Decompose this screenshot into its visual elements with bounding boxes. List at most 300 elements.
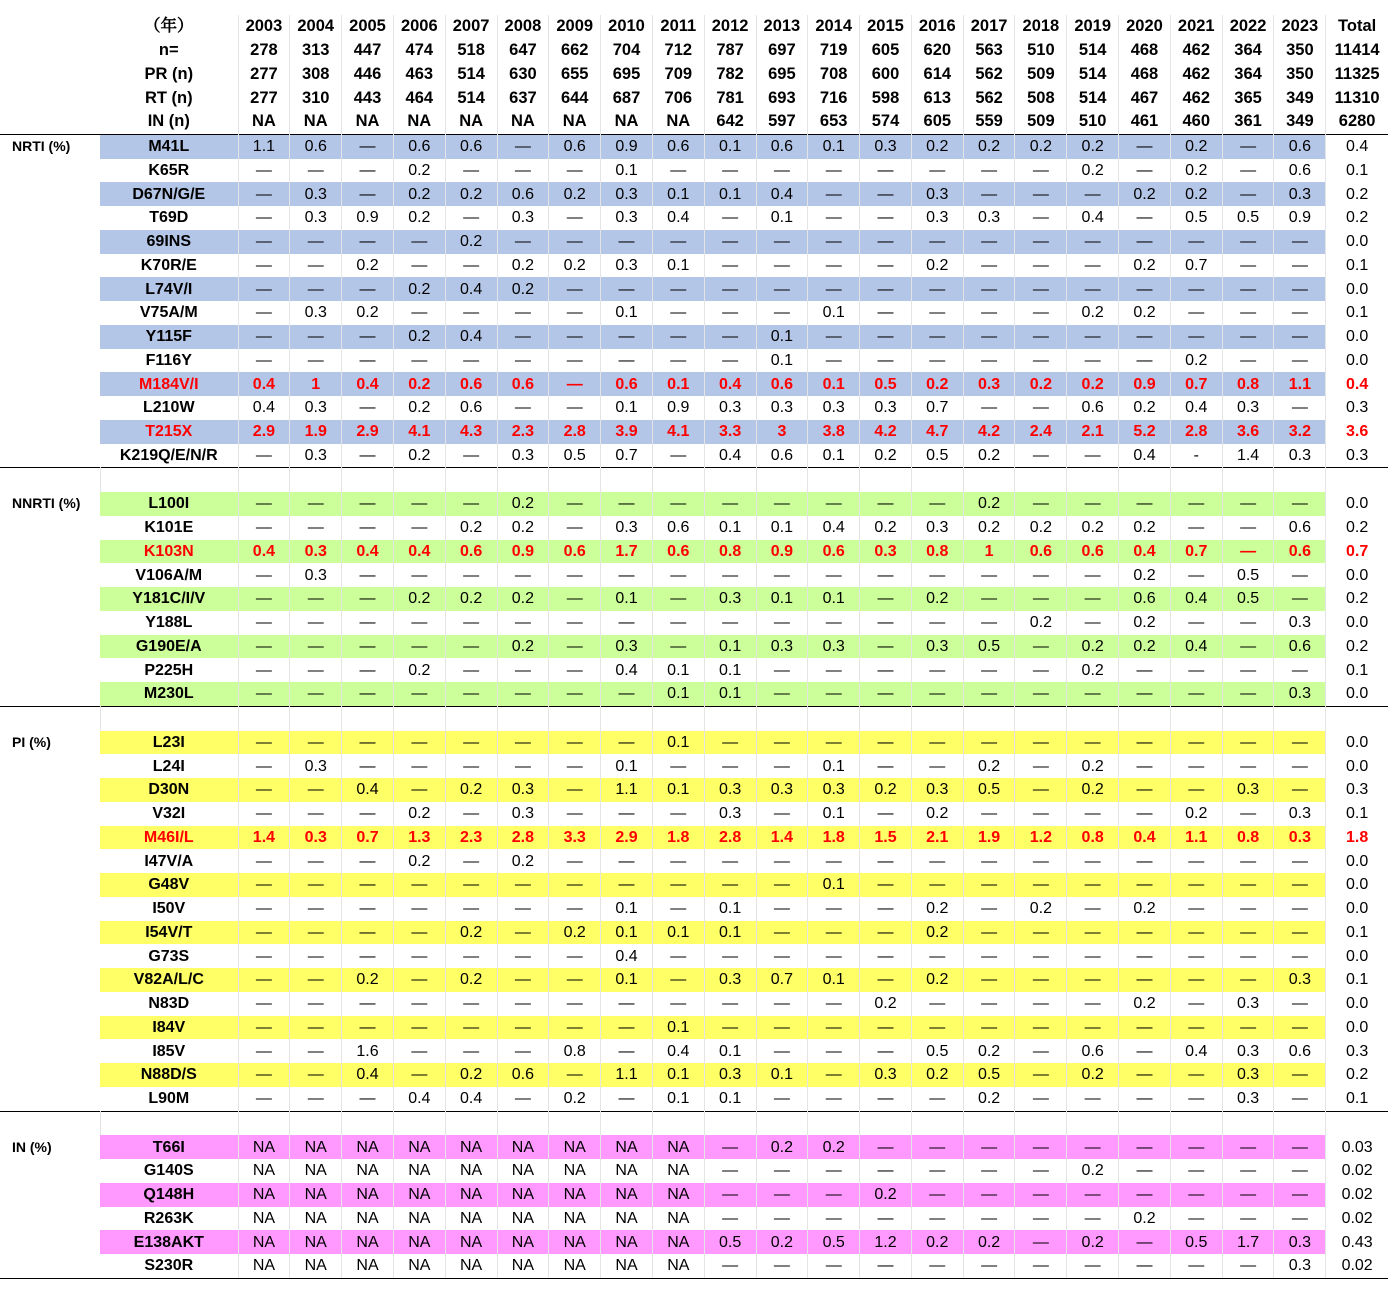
value-cell: —	[1274, 778, 1326, 802]
count-cell: 349	[1274, 110, 1326, 134]
value-cell: NA	[652, 1159, 704, 1183]
value-cell: —	[652, 897, 704, 921]
spacer-cell	[100, 706, 238, 730]
count-cell: 562	[963, 86, 1015, 110]
value-cell: 0.1	[652, 1016, 704, 1040]
value-cell: —	[963, 349, 1015, 373]
empty-cell	[0, 516, 100, 540]
value-cell: 2.3	[445, 826, 497, 850]
value-cell: —	[1015, 1183, 1067, 1207]
value-cell: 0.5	[963, 778, 1015, 802]
count-cell: 719	[808, 39, 860, 63]
value-cell: —	[238, 325, 290, 349]
spacer-cell	[445, 1111, 497, 1135]
value-cell: —	[911, 159, 963, 183]
value-cell: —	[1170, 230, 1222, 254]
empty-cell	[0, 658, 100, 682]
value-cell: 0.1	[652, 1087, 704, 1111]
value-cell: —	[290, 587, 342, 611]
value-cell: 0.8	[704, 540, 756, 564]
value-cell: —	[860, 944, 912, 968]
value-cell: NA	[445, 1135, 497, 1159]
value-cell: 0.5	[1170, 1230, 1222, 1254]
value-cell: NA	[393, 1183, 445, 1207]
value-cell: NA	[497, 1135, 549, 1159]
mutation-name: V32I	[100, 802, 238, 826]
value-cell: 4.1	[652, 420, 704, 444]
value-cell: —	[704, 849, 756, 873]
total-cell: 0.0	[1346, 852, 1369, 870]
value-cell: —	[549, 159, 601, 183]
value-cell: 0.3	[704, 778, 756, 802]
value-cell: 0.2	[1067, 754, 1119, 778]
spacer-cell	[1222, 1111, 1274, 1135]
value-cell: —	[808, 349, 860, 373]
value-cell: 0.1	[704, 897, 756, 921]
value-cell: —	[497, 159, 549, 183]
value-cell: —	[1067, 849, 1119, 873]
value-cell: 0.6	[1274, 635, 1326, 659]
value-cell: 0.3	[1222, 992, 1274, 1016]
mutation-row	[0, 849, 1388, 873]
value-cell: —	[860, 206, 912, 230]
value-cell: 1.9	[963, 826, 1015, 850]
value-cell: 0.2	[1067, 301, 1119, 325]
value-cell: 0.2	[1119, 182, 1171, 206]
empty-cell	[0, 826, 100, 850]
value-cell: —	[1015, 1016, 1067, 1040]
value-cell: —	[238, 968, 290, 992]
value-cell: —	[1274, 1207, 1326, 1231]
value-cell: —	[342, 731, 394, 755]
value-cell: —	[1170, 682, 1222, 706]
spacer-cell	[549, 1111, 601, 1135]
value-cell: 0.7	[1170, 372, 1222, 396]
value-cell: —	[1015, 731, 1067, 755]
value-cell: 0.3	[756, 778, 808, 802]
value-cell: 3.8	[808, 420, 860, 444]
value-cell: NA	[601, 1230, 653, 1254]
value-cell: 0.3	[963, 372, 1015, 396]
value-cell: NA	[652, 1230, 704, 1254]
value-cell: 2.3	[497, 420, 549, 444]
value-cell: 0.2	[342, 301, 394, 325]
value-cell: —	[1274, 658, 1326, 682]
value-cell: 0.1	[652, 372, 704, 396]
value-cell: —	[1015, 849, 1067, 873]
total-cell: 0.1	[1346, 661, 1369, 679]
value-cell: 0.2	[808, 1135, 860, 1159]
value-cell: NA	[393, 1230, 445, 1254]
value-cell: 0.2	[1170, 159, 1222, 183]
value-cell: —	[860, 849, 912, 873]
empty-cell	[0, 420, 100, 444]
value-cell: —	[1222, 921, 1274, 945]
value-cell: —	[756, 254, 808, 278]
value-cell: —	[1015, 563, 1067, 587]
value-cell: —	[1067, 897, 1119, 921]
value-cell: NA	[497, 1254, 549, 1278]
value-cell: —	[290, 325, 342, 349]
count-cell: 562	[963, 63, 1015, 87]
value-cell: —	[238, 658, 290, 682]
value-cell: 0.2	[1015, 897, 1067, 921]
value-cell: —	[497, 1087, 549, 1111]
value-cell: 0.2	[393, 396, 445, 420]
mutation-row	[0, 1063, 1388, 1087]
value-cell: —	[1119, 731, 1171, 755]
mutation-row	[0, 944, 1388, 968]
value-cell: —	[911, 849, 963, 873]
value-cell: —	[1170, 1063, 1222, 1087]
value-cell: —	[1274, 897, 1326, 921]
value-cell: —	[342, 992, 394, 1016]
count-cell: NA	[549, 110, 601, 134]
spacer-cell	[1170, 1111, 1222, 1135]
value-cell: 2.1	[1067, 420, 1119, 444]
value-cell: —	[963, 230, 1015, 254]
spacer-cell	[290, 706, 342, 730]
value-cell: —	[445, 635, 497, 659]
value-cell: —	[1015, 682, 1067, 706]
value-cell: —	[756, 944, 808, 968]
value-cell: —	[1274, 230, 1326, 254]
count-cell: 706	[652, 86, 704, 110]
value-cell: —	[1015, 349, 1067, 373]
total-cell: 0.0	[1346, 495, 1369, 513]
mutation-row	[0, 897, 1388, 921]
value-cell: 0.3	[808, 778, 860, 802]
value-cell: NA	[238, 1207, 290, 1231]
value-cell: —	[1015, 635, 1067, 659]
value-cell: —	[238, 873, 290, 897]
count-cell: 597	[756, 110, 808, 134]
value-cell: —	[1067, 921, 1119, 945]
value-cell: —	[652, 349, 704, 373]
mutation-row	[0, 1207, 1388, 1231]
total-cell: 0.1	[1346, 1090, 1369, 1108]
value-cell: —	[238, 254, 290, 278]
empty-cell	[0, 1207, 100, 1231]
count-cell: 630	[497, 63, 549, 87]
value-cell: —	[393, 968, 445, 992]
value-cell: —	[756, 658, 808, 682]
spacer-cell	[549, 706, 601, 730]
value-cell: —	[601, 611, 653, 635]
spacer-cell	[497, 468, 549, 492]
value-cell: 0.4	[652, 206, 704, 230]
value-cell: —	[860, 635, 912, 659]
value-cell: —	[1222, 944, 1274, 968]
value-cell: 0.8	[911, 540, 963, 564]
value-cell: —	[1015, 587, 1067, 611]
value-cell: 0.2	[497, 254, 549, 278]
count-cell: 509	[1015, 63, 1067, 87]
value-cell: 1.4	[756, 826, 808, 850]
value-cell: 0.1	[601, 159, 653, 183]
spacer-cell	[238, 468, 290, 492]
spacer-cell	[0, 1111, 100, 1135]
spacer-cell	[342, 1111, 394, 1135]
value-cell: —	[963, 587, 1015, 611]
value-cell: 1.7	[601, 540, 653, 564]
value-cell: 0.1	[808, 134, 860, 158]
value-cell: 0.3	[963, 206, 1015, 230]
value-cell: —	[1170, 563, 1222, 587]
value-cell: —	[1170, 1183, 1222, 1207]
total-cell: 0.3	[1346, 399, 1369, 417]
value-cell: —	[238, 587, 290, 611]
value-cell: —	[1170, 611, 1222, 635]
value-cell: —	[1170, 301, 1222, 325]
value-cell: 0.3	[1274, 444, 1326, 468]
value-cell: 0.2	[445, 587, 497, 611]
count-cell: 474	[393, 39, 445, 63]
value-cell: —	[963, 325, 1015, 349]
value-cell: 0.2	[1067, 658, 1119, 682]
value-cell: 0.3	[601, 206, 653, 230]
value-cell: —	[342, 921, 394, 945]
value-cell: —	[860, 254, 912, 278]
value-cell: —	[445, 254, 497, 278]
value-cell: 0.1	[704, 134, 756, 158]
value-cell: —	[808, 731, 860, 755]
empty-cell	[0, 754, 100, 778]
total-cell: 0.2	[1346, 185, 1369, 203]
value-cell: —	[808, 325, 860, 349]
mutation-row	[0, 492, 1388, 516]
value-cell: —	[445, 802, 497, 826]
value-cell: —	[393, 1039, 445, 1063]
value-cell: 3	[756, 420, 808, 444]
value-cell: 0.1	[704, 682, 756, 706]
empty-cell	[0, 1063, 100, 1087]
value-cell: 0.2	[911, 372, 963, 396]
value-cell: —	[704, 1183, 756, 1207]
value-cell: 3.3	[704, 420, 756, 444]
count-cell: 662	[549, 39, 601, 63]
value-cell: 0.4	[238, 540, 290, 564]
value-cell: —	[445, 159, 497, 183]
value-cell: —	[1274, 563, 1326, 587]
value-cell: —	[808, 1016, 860, 1040]
value-cell: —	[1170, 944, 1222, 968]
value-cell: —	[911, 492, 963, 516]
count-cell: 600	[860, 63, 912, 87]
mutation-name: P225H	[100, 658, 238, 682]
value-cell: 0.2	[393, 372, 445, 396]
value-cell: —	[342, 134, 394, 158]
value-cell: 0.4	[393, 1087, 445, 1111]
value-cell: 0.2	[756, 1230, 808, 1254]
value-cell: —	[860, 802, 912, 826]
value-cell: 0.1	[652, 921, 704, 945]
value-cell: —	[911, 944, 963, 968]
value-cell: —	[497, 396, 549, 420]
value-cell: —	[601, 1039, 653, 1063]
spacer-cell	[342, 468, 394, 492]
value-cell: —	[1119, 277, 1171, 301]
value-cell: 0.1	[808, 802, 860, 826]
value-cell: —	[1015, 206, 1067, 230]
value-cell: 0.7	[1170, 254, 1222, 278]
mutation-name: M230L	[100, 682, 238, 706]
value-cell: —	[1015, 1207, 1067, 1231]
value-cell: —	[911, 1254, 963, 1278]
value-cell: —	[1222, 182, 1274, 206]
value-cell: —	[342, 396, 394, 420]
total-cell: 0.0	[1346, 328, 1369, 346]
value-cell: 0.3	[601, 254, 653, 278]
count-cell: 277	[238, 86, 290, 110]
value-cell: —	[238, 1087, 290, 1111]
spacer-cell	[1326, 468, 1388, 492]
value-cell: -	[1170, 444, 1222, 468]
value-cell: —	[1222, 873, 1274, 897]
total-cell: 0.3	[1346, 781, 1369, 799]
year-header: 2010	[601, 15, 653, 39]
value-cell: —	[393, 731, 445, 755]
value-cell: —	[1119, 230, 1171, 254]
empty-cell	[0, 540, 100, 564]
value-cell: 0.1	[601, 897, 653, 921]
mutation-row	[0, 731, 1388, 755]
value-cell: —	[1067, 254, 1119, 278]
value-cell: 0.3	[756, 396, 808, 420]
value-cell: —	[601, 230, 653, 254]
value-cell: 0.5	[963, 1063, 1015, 1087]
value-cell: 0.4	[1119, 540, 1171, 564]
value-cell: 0.2	[445, 778, 497, 802]
value-cell: —	[290, 849, 342, 873]
empty-cell	[0, 968, 100, 992]
value-cell: —	[1015, 778, 1067, 802]
section-label: NRTI (%)	[0, 134, 100, 158]
value-cell: NA	[497, 1230, 549, 1254]
total-cell: 0.1	[1346, 304, 1369, 322]
value-cell: —	[704, 1207, 756, 1231]
value-cell: —	[1119, 1183, 1171, 1207]
mutation-row	[0, 754, 1388, 778]
value-cell: 0.3	[601, 635, 653, 659]
value-cell: —	[704, 277, 756, 301]
value-cell: —	[290, 1039, 342, 1063]
value-cell: —	[445, 492, 497, 516]
spacer-cell	[342, 706, 394, 730]
value-cell: —	[1067, 230, 1119, 254]
value-cell: —	[1222, 540, 1274, 564]
value-cell: 0.1	[704, 921, 756, 945]
empty-cell	[0, 563, 100, 587]
value-cell: 0.3	[704, 587, 756, 611]
spacer-cell	[704, 1111, 756, 1135]
year-header: 2006	[393, 15, 445, 39]
header-count-row	[0, 86, 1388, 110]
value-cell: —	[1274, 849, 1326, 873]
count-cell: 462	[1170, 86, 1222, 110]
value-cell: —	[393, 944, 445, 968]
value-cell: —	[445, 1039, 497, 1063]
value-cell: —	[1274, 277, 1326, 301]
value-cell: —	[860, 658, 912, 682]
header-count-row	[0, 110, 1388, 134]
value-cell: 0.8	[1222, 826, 1274, 850]
spacer-cell	[549, 468, 601, 492]
value-cell: 0.1	[601, 396, 653, 420]
mutation-row	[0, 587, 1388, 611]
mutation-name: G73S	[100, 944, 238, 968]
header-year-row	[0, 15, 1388, 39]
value-cell: 0.6	[652, 134, 704, 158]
value-cell: 1.2	[860, 1230, 912, 1254]
value-cell: 0.3	[808, 635, 860, 659]
mutation-name: K103N	[100, 540, 238, 564]
value-cell: —	[290, 492, 342, 516]
value-cell: —	[549, 563, 601, 587]
value-cell: 0.6	[1274, 159, 1326, 183]
value-cell: —	[652, 492, 704, 516]
value-cell: 2.8	[549, 420, 601, 444]
spacer-cell	[0, 706, 100, 730]
empty-cell	[0, 849, 100, 873]
total-cell: 0.2	[1346, 209, 1369, 227]
mutation-name: V82A/L/C	[100, 968, 238, 992]
spacer-cell	[1119, 468, 1171, 492]
value-cell: —	[445, 944, 497, 968]
mutation-row	[0, 444, 1388, 468]
value-cell: —	[1015, 1230, 1067, 1254]
count-cell: 642	[704, 110, 756, 134]
value-cell: —	[860, 873, 912, 897]
empty-cell	[0, 682, 100, 706]
mutation-name: D67N/G/E	[100, 182, 238, 206]
value-cell: 0.9	[1274, 206, 1326, 230]
value-cell: —	[238, 944, 290, 968]
count-cell: 637	[497, 86, 549, 110]
value-cell: 1.1	[601, 778, 653, 802]
value-cell: NA	[290, 1135, 342, 1159]
value-cell: 0.2	[393, 277, 445, 301]
value-cell: —	[1067, 731, 1119, 755]
spacer-cell	[445, 468, 497, 492]
empty-cell	[0, 277, 100, 301]
value-cell: 0.3	[704, 968, 756, 992]
value-cell: 0.2	[445, 516, 497, 540]
value-cell: 0.4	[704, 444, 756, 468]
value-cell: NA	[342, 1159, 394, 1183]
value-cell: 0.2	[445, 968, 497, 992]
value-cell: —	[704, 754, 756, 778]
value-cell: 0.1	[808, 301, 860, 325]
value-cell: —	[601, 802, 653, 826]
mutation-row	[0, 134, 1388, 158]
value-cell: —	[704, 563, 756, 587]
value-cell: —	[238, 778, 290, 802]
value-cell: —	[1170, 849, 1222, 873]
value-cell: —	[549, 277, 601, 301]
value-cell: —	[1222, 325, 1274, 349]
value-cell: —	[601, 349, 653, 373]
value-cell: 0.2	[549, 1087, 601, 1111]
mutation-row	[0, 658, 1388, 682]
value-cell: —	[808, 182, 860, 206]
value-cell: 0.5	[549, 444, 601, 468]
year-header: 2018	[1015, 15, 1067, 39]
value-cell: 0.2	[1119, 301, 1171, 325]
value-cell: —	[704, 992, 756, 1016]
value-cell: 0.4	[1170, 635, 1222, 659]
year-header: 2014	[808, 15, 860, 39]
